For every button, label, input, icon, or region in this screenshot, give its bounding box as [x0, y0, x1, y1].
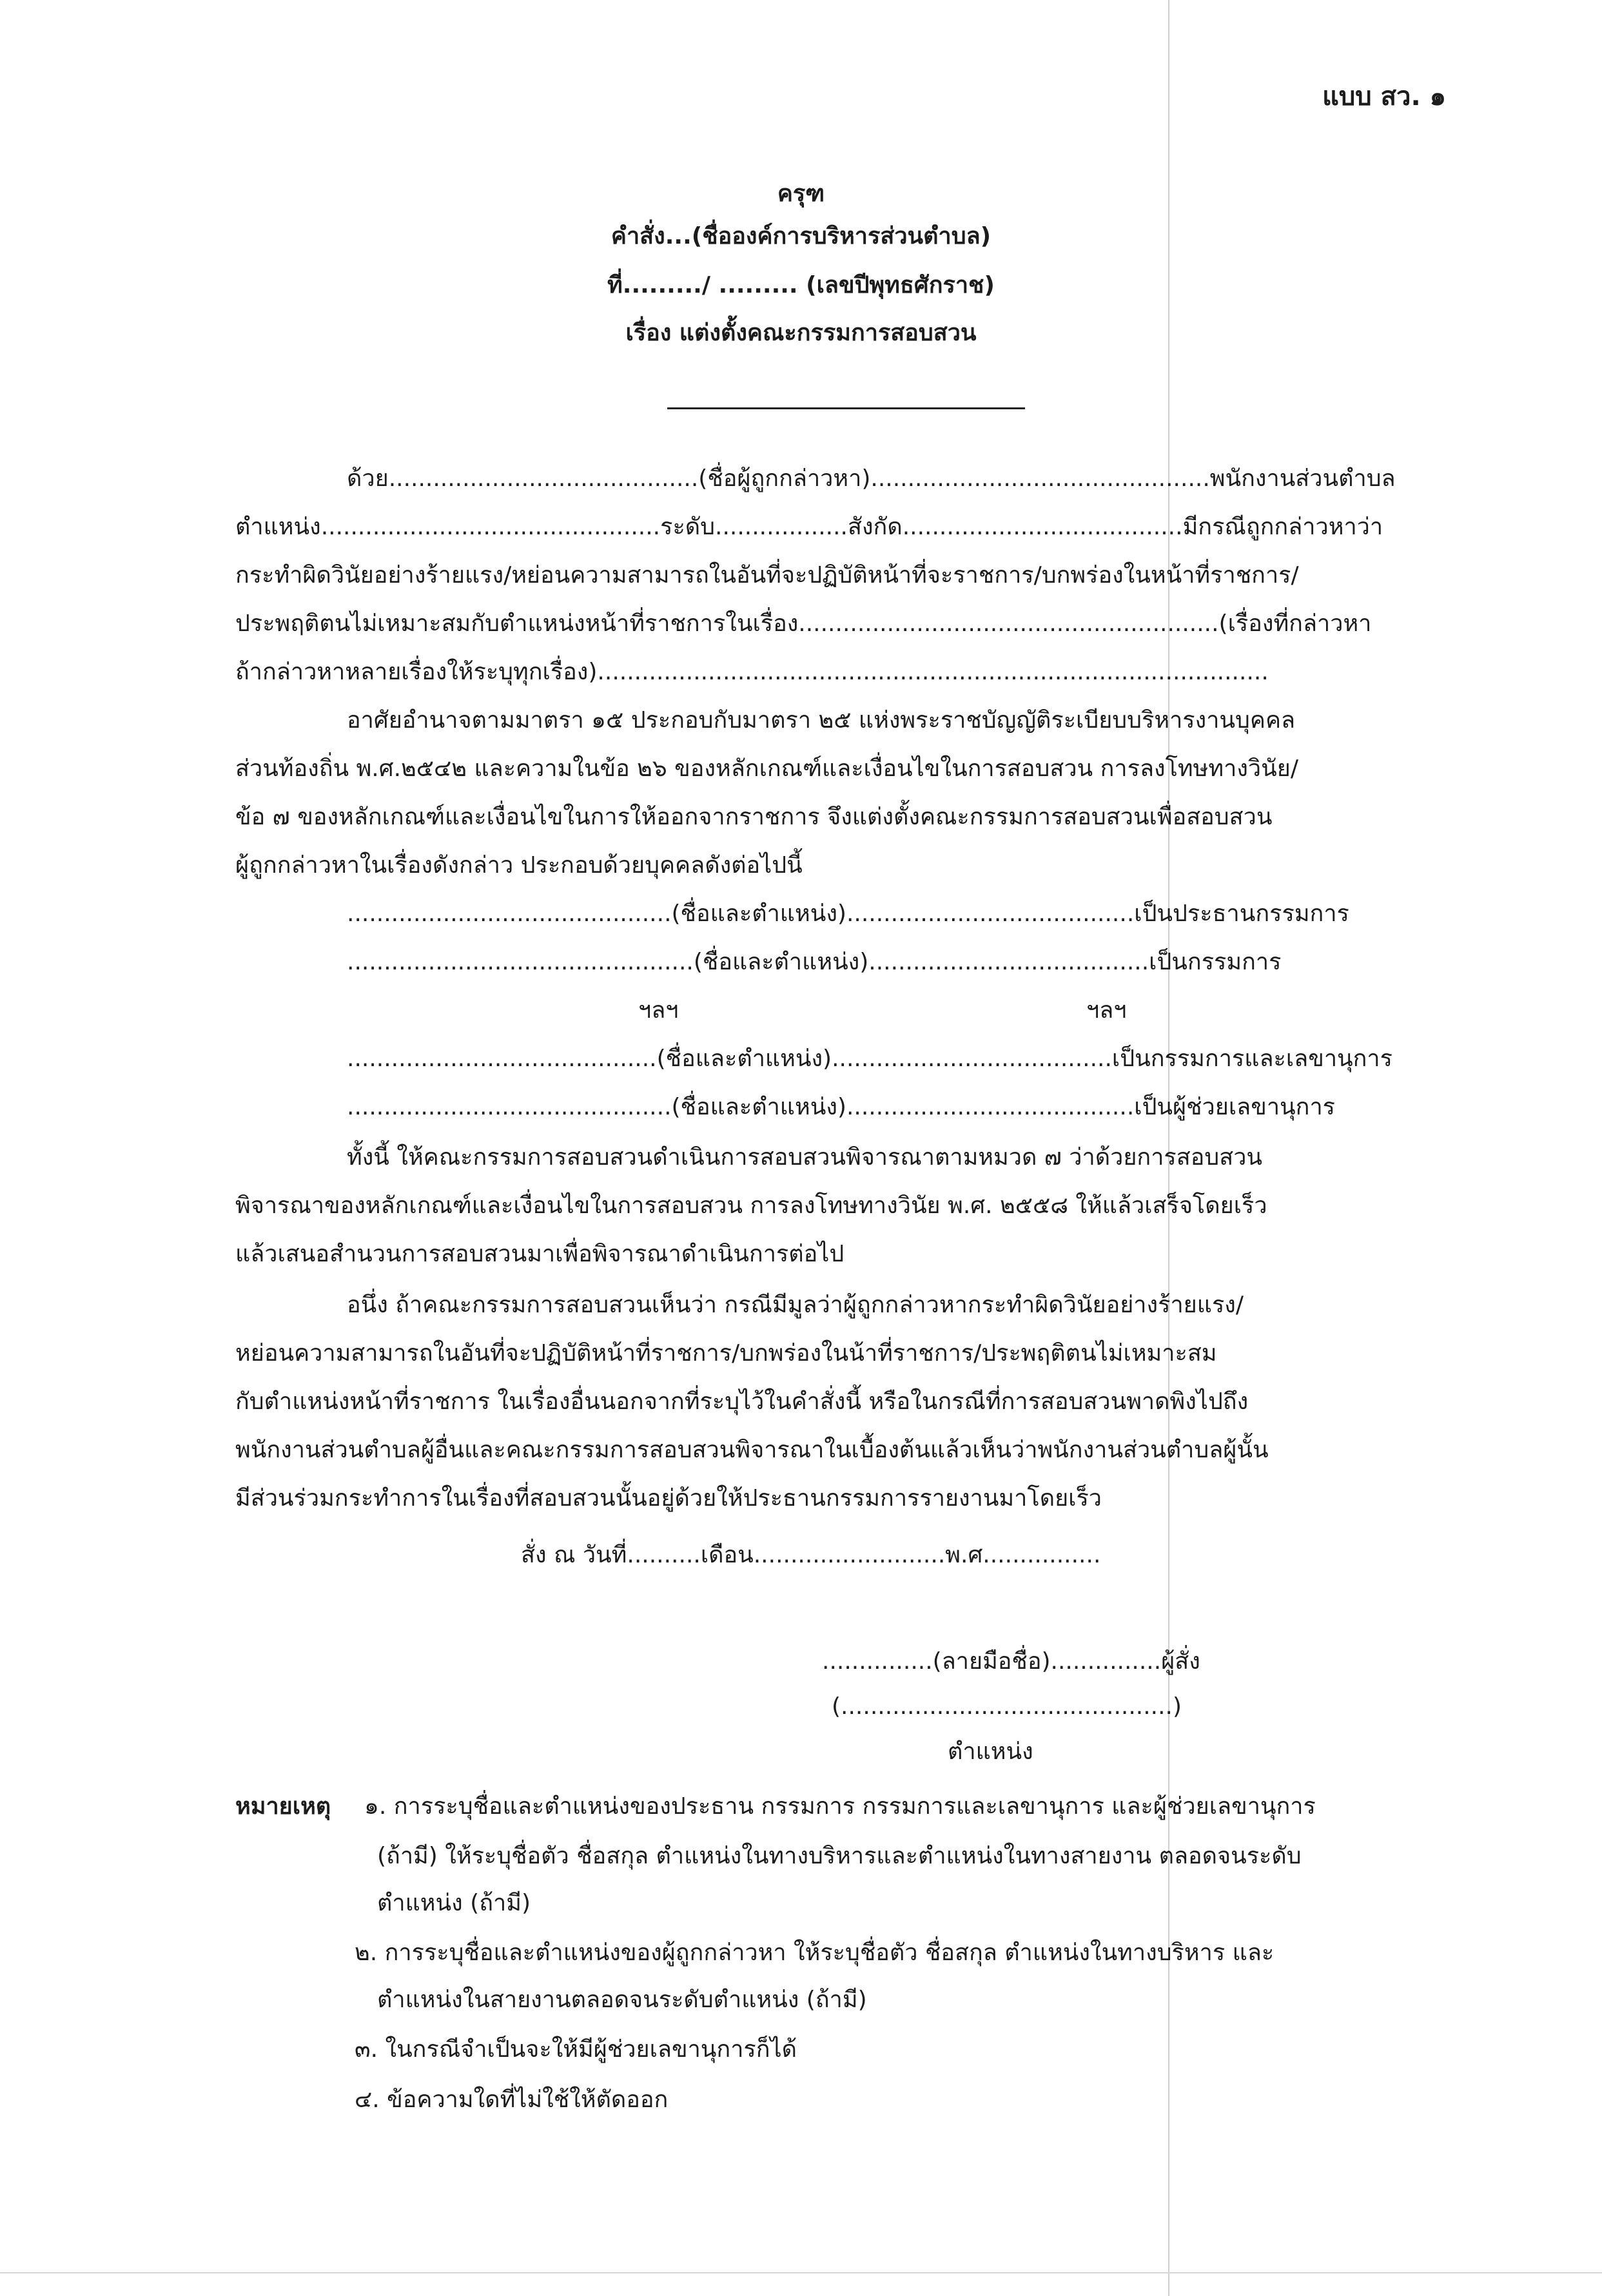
committee-member-line: ...............................................(ชื่อและตำแหน่ง)......................................เป็นกรรมการ — [347, 949, 1282, 975]
paragraph-4-line-4: พนักงานส่วนตำบลผู้อื่นและคณะกรรมการสอบสวนพิจารณาในเบื้องต้นแล้วเห็นว่าพนักงานส่วนตำบลผู้นั้น — [235, 1437, 1269, 1463]
signer-name-line: (.............................................) — [832, 1693, 1182, 1720]
paragraph-2-line-1: อาศัยอำนาจตามมาตรา ๑๕ ประกอบกับมาตรา ๒๕ แห่งพระราชบัญญัติระเบียบบริหารงานบุคคล — [347, 707, 1296, 734]
note-3: ๓. ในกรณีจำเป็นจะให้มีผู้ช่วยเลขานุการก็ได้ — [355, 2036, 797, 2063]
paragraph-2-line-2: ส่วนท้องถิ่น พ.ศ.๒๕๔๒ และความในข้อ ๒๖ ของหลักเกณฑ์และเงื่อนไขในการสอบสวน การลงโทษทางวินัย/ — [235, 755, 1298, 782]
etc-right: ฯลฯ — [1086, 997, 1127, 1024]
paragraph-1-line-5: ถ้ากล่าวหาหลายเรื่องให้ระบุทุกเรื่อง)........................................................................................... — [235, 659, 1269, 685]
paragraph-3-line-2: พิจารณาของหลักเกณฑ์และเงื่อนไขในการสอบสวน การลงโทษทางวินัย พ.ศ. ๒๕๕๘ ให้แล้วเสร็จโดยเร็ว — [235, 1192, 1267, 1219]
etc-left: ฯลฯ — [638, 997, 679, 1024]
form-code: แบบ สว. ๑ — [1322, 82, 1446, 112]
order-number: ที่........./ ......... (เลขปีพุทธศักราช) — [607, 272, 995, 298]
paragraph-1-line-1: ด้วย..........................................(ชื่อผู้ถูกกล่าวหา)..............................................พนักงานส่วนตำบล — [347, 465, 1396, 492]
paragraph-4-line-5: มีส่วนร่วมกระทำการในเรื่องที่สอบสวนนั้นอยู่ด้วยให้ประธานกรรมการรายงานมาโดยเร็ว — [235, 1485, 1102, 1512]
header-divider — [667, 407, 1025, 409]
signer-position: ตำแหน่ง — [948, 1738, 1033, 1765]
paragraph-2-line-3: ข้อ ๗ ของหลักเกณฑ์และเงื่อนไขในการให้ออกจากราชการ จึงแต่งตั้งคณะกรรมการสอบสวนเพื่อสอบสวน — [235, 804, 1273, 830]
order-title: คำสั่ง...(ชื่อองค์การบริหารส่วนตำบล) — [611, 223, 991, 249]
order-date-line: สั่ง ณ วันที่..........เดือน..........................พ.ศ................ — [521, 1542, 1101, 1568]
paragraph-4-line-1: อนึ่ง ถ้าคณะกรรมการสอบสวนเห็นว่า กรณีมีมูลว่าผู้ถูกกล่าวหากระทำผิดวินัยอย่างร้ายแรง/ — [347, 1292, 1244, 1318]
paragraph-1-line-3: กระทำผิดวินัยอย่างร้ายแรง/หย่อนความสามารถในอันที่จะปฏิบัติหน้าที่จะราชการ/บกพร่องในหน้าที่ราชการ/ — [235, 562, 1299, 589]
note-1-line-2: (ถ้ามี) ให้ระบุชื่อตัว ชื่อสกุล ตำแหน่งในทางบริหารและตำแหน่งในทางสายงาน ตลอดจนระดับ — [377, 1843, 1302, 1869]
note-1-line-1: ๑. การระบุชื่อและตำแหน่งของประธาน กรรมการ กรรมการและเลขานุการ และผู้ช่วยเลขานุการ — [364, 1793, 1316, 1820]
committee-chair-line: ............................................(ชื่อและตำแหน่ง).......................................เป็นประธานกรรมการ — [347, 900, 1349, 927]
paragraph-2-line-4: ผู้ถูกกล่าวหาในเรื่องดังกล่าว ประกอบด้วยบุคคลดังต่อไปนี้ — [235, 852, 803, 879]
paragraph-3-line-1: ทั้งนี้ ให้คณะกรรมการสอบสวนดำเนินการสอบสวนพิจารณาตามหมวด ๗ ว่าด้วยการสอบสวน — [347, 1144, 1263, 1171]
paragraph-1-line-4: ประพฤติตนไม่เหมาะสมกับตำแหน่งหน้าที่ราชการในเรื่อง.........................................................(เรื่องที่กล่าวหา — [235, 610, 1372, 637]
page-bottom-edge — [0, 2272, 1602, 2273]
order-subject: เรื่อง แต่งตั้งคณะกรรมการสอบสวน — [625, 320, 977, 346]
signature-line: ...............(ลายมือชื่อ)...............ผู้สั่ง — [822, 1648, 1200, 1675]
committee-assistant-line: ............................................(ชื่อและตำแหน่ง).......................................เป็นผู้ช่วยเลขานุการ — [347, 1094, 1336, 1120]
paragraph-4-line-2: หย่อนความสามารถในอันที่จะปฏิบัติหน้าที่ราชการ/บกพร่องในน้าที่ราชการ/ประพฤติตนไม่เหมาะสม — [235, 1340, 1217, 1367]
note-4: ๔. ข้อความใดที่ไม่ใช้ให้ตัดออก — [355, 2087, 669, 2113]
note-1-line-3: ตำแหน่ง (ถ้ามี) — [377, 1890, 531, 1916]
paragraph-4-line-3: กับตำแหน่งหน้าที่ราชการ ในเรื่องอื่นนอกจากที่ระบุไว้ในคำสั่งนี้ หรือในกรณีที่การสอบสวนพาดพิงไปถึง — [235, 1388, 1249, 1415]
notes-label: หมายเหตุ — [235, 1793, 331, 1820]
note-2-line-1: ๒. การระบุชื่อและตำแหน่งของผู้ถูกกล่าวหา ให้ระบุชื่อตัว ชื่อสกุล ตำแหน่งในทางบริหาร และ — [355, 1940, 1275, 1966]
paragraph-1-line-2: ตำแหน่ง..............................................ระดับ..................สังกัด......................................มีกรณีถูกกล่าวหาว่า — [235, 514, 1383, 540]
garuda-label: ครุฑ — [777, 180, 825, 207]
committee-secretary-line: ..........................................(ชื่อและตำแหน่ง)......................................เป็นกรรมการและเลขานุการ — [347, 1046, 1392, 1072]
paragraph-3-line-3: แล้วเสนอสำนวนการสอบสวนมาเพื่อพิจารณาดำเนินการต่อไป — [235, 1241, 845, 1267]
note-2-line-2: ตำแหน่งในสายงานตลอดจนระดับตำแหน่ง (ถ้ามี) — [377, 1987, 867, 2013]
